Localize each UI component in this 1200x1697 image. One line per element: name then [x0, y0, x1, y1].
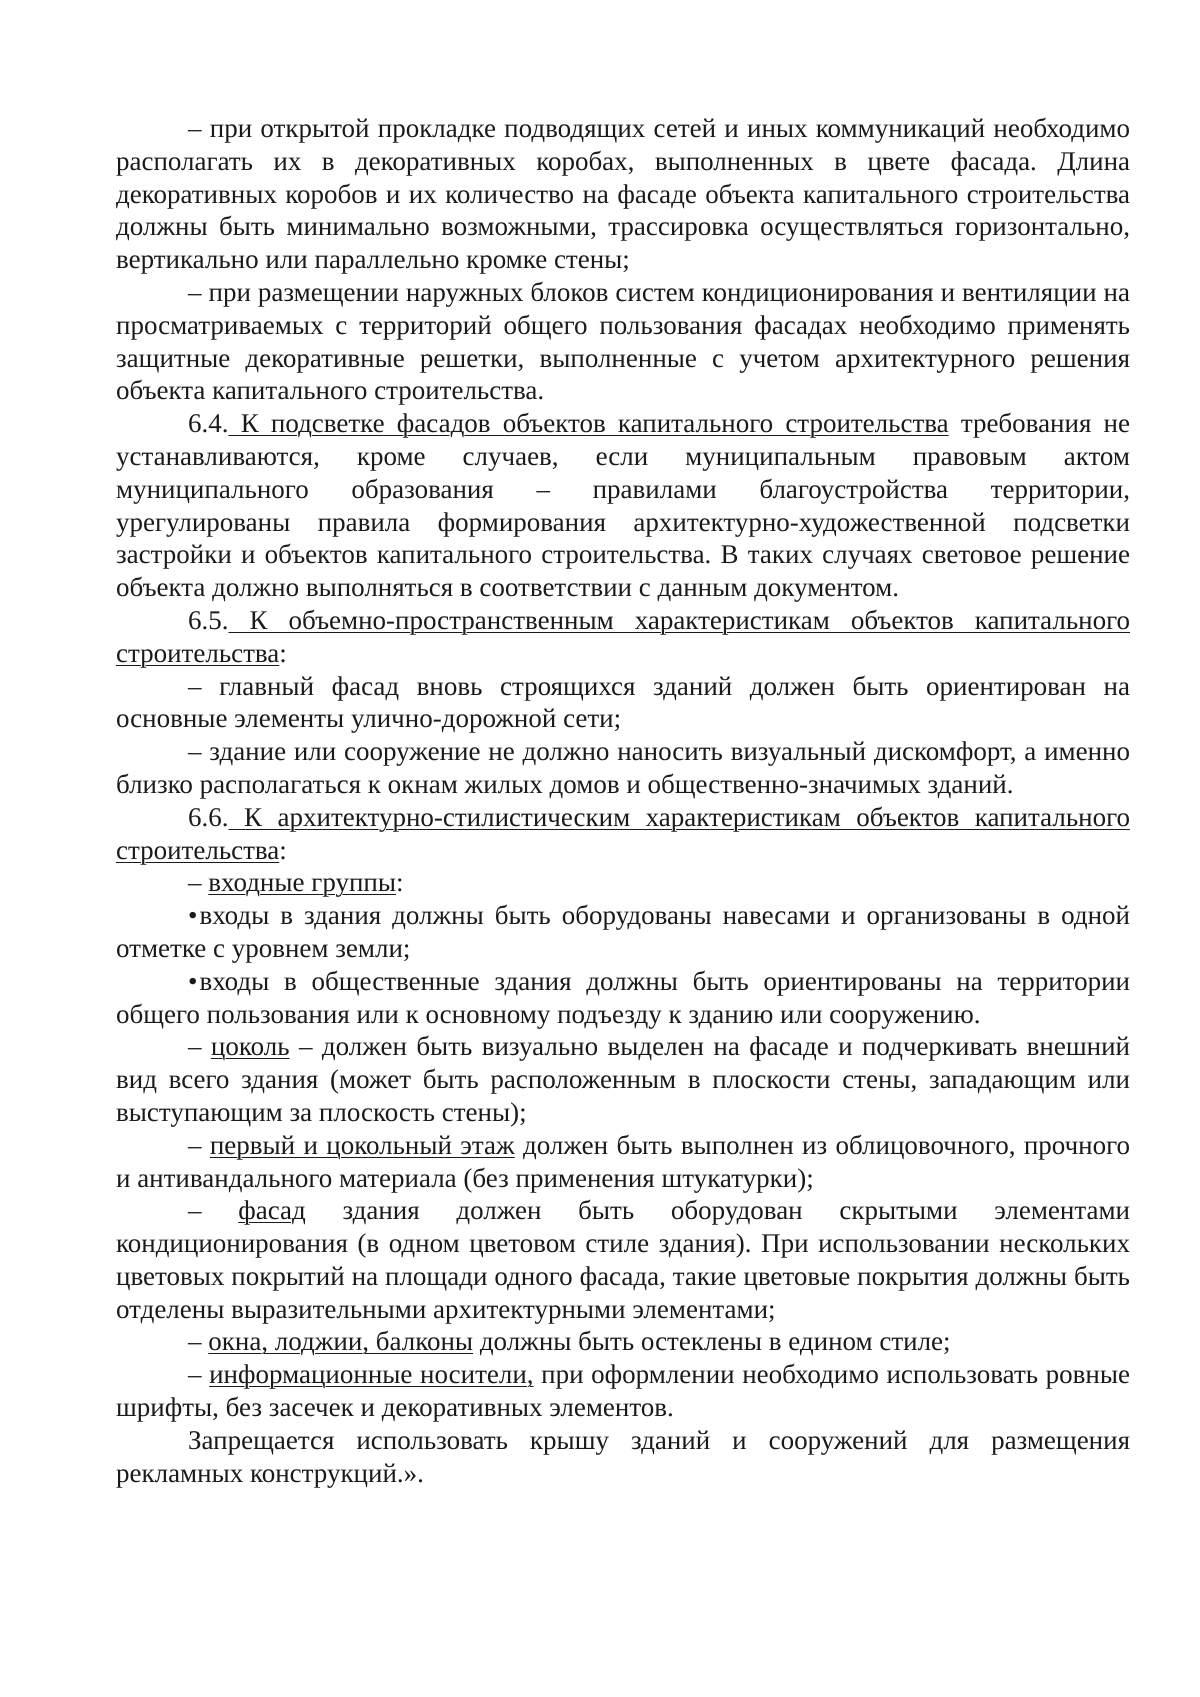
paragraph	[116, 276, 1130, 407]
paragraph	[116, 112, 1130, 276]
text-run: – при размещении наружных блоков систем кондиционирования и вентиляции на просматриваемых с территорий общего пользования фасадах необходимо применять защитные декоративные решетки, выполненные с учетом архитектурного решения объекта капитального строительства.	[116, 276, 1130, 406]
text-run: –	[188, 1326, 209, 1357]
text-run: – при открытой прокладке подводящих сетей и иных коммуникаций необходимо располагать их в декоративных коробах, выполненных в цвете фасада. Длина декоративных коробов и их количество на фасаде объекта капитального строительства должны быть минимально возможными, трассировка осуществляться горизонтально, вертикально или параллельно кромке стены;	[116, 113, 1130, 275]
paragraph	[116, 1129, 1130, 1195]
text-run: –	[188, 1359, 210, 1390]
text-run: должен быть выполнен из облицовочного, прочного и антивандального материала (без применения штукатурки);	[116, 1129, 1130, 1193]
paragraph	[116, 801, 1130, 867]
underlined-text: фасад	[238, 1195, 306, 1226]
paragraph	[116, 670, 1130, 736]
text-run: – главный фасад вновь строящихся зданий должен быть ориентирован на основные элементы улично-дорожной сети;	[116, 670, 1130, 734]
text-run: требования не устанавливаются, кроме случаев, если муниципальным правовым актом муниципального образования – правилами благоустройства территории, урегулированы правила формирования архитектурно-художественной подсветки застройки и объектов капитального строительства. В таких случаях световое решение объекта должно выполняться в соответствии с данным документом.	[116, 408, 1130, 603]
text-run: 6.6.	[188, 801, 229, 832]
paragraph	[116, 866, 1130, 899]
text-run: –	[188, 1129, 210, 1160]
text-run: здания должен быть оборудован скрытыми элементами кондиционирования (в одном цветовом стиле здания). При использовании нескольких цветовых покрытий на площади одного фасада, такие цветовые покрытия должны быть отделены выразительными архитектурными элементами;	[116, 1195, 1131, 1324]
text-run: 6.5.	[188, 604, 229, 635]
paragraph	[116, 735, 1130, 801]
paragraph	[116, 1358, 1130, 1424]
text-run: –	[188, 1195, 239, 1226]
bullet-icon: •	[188, 900, 198, 931]
text-run: входы в общественные здания должны быть ориентированы на территории общего пользования или к основному подъезду к зданию или сооружению.	[116, 965, 1130, 1029]
text-run: входы в здания должны быть оборудованы навесами и организованы в одной отметке с уровнем земли;	[116, 900, 1130, 963]
text-run: –	[188, 867, 209, 898]
paragraph	[116, 965, 1130, 1031]
underlined-text: К подсветке фасадов объектов капитального строительства	[228, 408, 949, 439]
paragraph	[116, 1325, 1130, 1358]
text-run: :	[396, 867, 404, 898]
underlined-text: К объемно-пространственным характеристикам объектов капитального строительства	[116, 604, 1130, 668]
bullet-icon: •	[188, 965, 198, 996]
text-run: Запрещается использовать крышу зданий и сооружений для размещения рекламных конструкций.».	[116, 1424, 1130, 1488]
text-run: – здание или сооружение не должно наносить визуальный дискомфорт, а именно близко располагаться к окнам жилых домов и общественно-значимых зданий.	[116, 736, 1130, 799]
text-run: –	[188, 1031, 211, 1062]
paragraph	[116, 1194, 1130, 1325]
text-run: при оформлении необходимо использовать ровные шрифты, без засечек и декоративных элементов.	[116, 1359, 1130, 1423]
underlined-text: окна, лоджии, балконы	[208, 1326, 474, 1357]
underlined-text: цоколь	[210, 1031, 290, 1062]
underlined-text: входные группы	[208, 867, 397, 898]
underlined-text: информационные носители,	[209, 1359, 534, 1390]
paragraph	[116, 899, 1130, 965]
text-run: – должен быть визуально выделен на фасаде и подчеркивать внешний вид всего здания (может быть расположенным в плоскости стены, западающим или выступающим за плоскость стены);	[116, 1031, 1131, 1127]
document-body	[116, 112, 1130, 1489]
text-run: :	[279, 637, 287, 668]
paragraph	[116, 407, 1130, 604]
text-run: должны быть остеклены в едином стиле;	[473, 1326, 951, 1357]
paragraph	[116, 1424, 1130, 1490]
text-run: :	[279, 834, 287, 865]
paragraph	[116, 1030, 1130, 1128]
underlined-text: К архитектурно-стилистическим характеристикам объектов капитального строительства	[116, 801, 1130, 865]
underlined-text: первый и цокольный этаж	[209, 1129, 515, 1160]
paragraph	[116, 604, 1130, 670]
text-run: 6.4.	[188, 408, 229, 439]
